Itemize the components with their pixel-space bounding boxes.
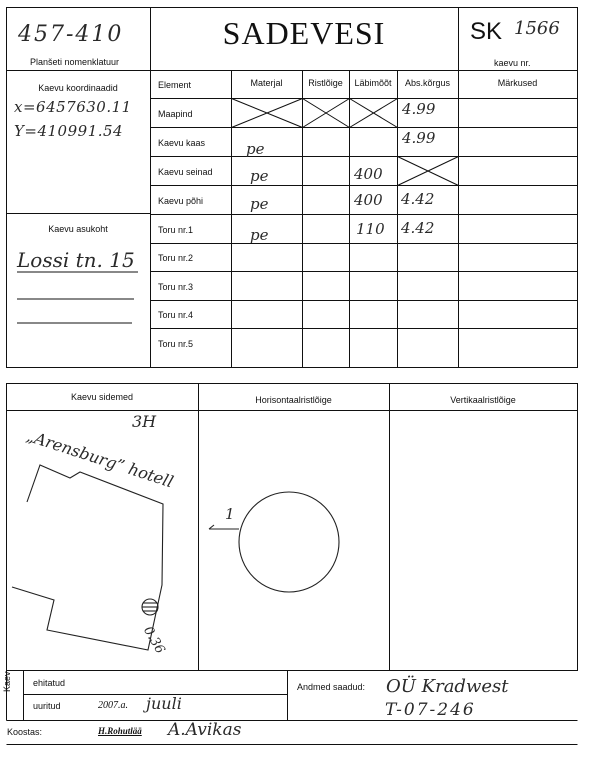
col-header-ristloige: Ristlõige (308, 78, 343, 88)
row-element-toru-5: Toru nr.5 (158, 339, 194, 349)
row-materjal-kaevu-pohi: pe (250, 195, 269, 213)
koostas-signature: A.Avikas (168, 720, 242, 740)
col-header-labimoot: Läbimõõt (354, 78, 392, 88)
kaev-label: Kaev (2, 671, 12, 692)
uuritud-label: uuritud (33, 701, 61, 711)
row-element-toru-1: Toru nr.1 (158, 225, 194, 235)
koostas-label: Koostas: (7, 727, 43, 737)
andmed-label: Andmed saadud: (297, 682, 366, 692)
building-name: „Arensburg” hotell (24, 426, 176, 492)
building-number: 3H (132, 412, 157, 431)
coords-label: Kaevu koordinaadid (38, 83, 118, 93)
row-abs-toru-1: 4.42 (401, 219, 435, 237)
vertikaal-label: Vertikaalristlõige (450, 395, 516, 405)
row-materjal-kaevu-kaas: pe (246, 140, 265, 158)
sidemed-label: Kaevu sidemed (70, 392, 134, 402)
location-value: Lossi tn. 15 (17, 248, 135, 272)
sk-prefix: SK (470, 18, 503, 45)
row-element-kaevu-kaas: Kaevu kaas (158, 138, 206, 148)
row-abs-maapind: 4.99 (402, 100, 436, 118)
row-materjal-kaevu-seinad: pe (250, 167, 269, 185)
row-labimoot-kaevu-seinad: 400 (354, 165, 383, 183)
page-title: SADEVESI (222, 15, 386, 51)
row-element-toru-2: Toru nr.2 (158, 253, 194, 263)
col-header-materjal: Materjal (250, 78, 283, 88)
row-labimoot-toru-1: 110 (356, 220, 385, 238)
row-element-toru-3: Toru nr.3 (158, 282, 194, 292)
distance-label: 0.36 (140, 624, 168, 657)
pipe-number: 1 (225, 505, 235, 523)
uuritud-month: juuli (146, 694, 182, 713)
uuritud-year: 2007.a. (98, 700, 128, 711)
nomenclature-handwritten: 457-410 (18, 22, 124, 47)
andmed-company: OÜ Kradwest (386, 676, 509, 697)
sk-number: 1566 (514, 18, 560, 39)
andmed-code: T-07-246 (385, 700, 476, 720)
row-materjal-toru-1: pe (250, 226, 269, 244)
row-abs-kaevu-kaas: 4.99 (402, 129, 436, 147)
horizontal-section-circle (239, 492, 339, 592)
row-element-kaevu-seinad: Kaevu seinad (158, 167, 213, 177)
row-abs-kaevu-pohi: 4.42 (401, 190, 435, 208)
col-header-abs-korgus: Abs.kõrgus (404, 78, 451, 88)
well-nr-label: kaevu nr. (494, 58, 531, 68)
building-outline (12, 465, 163, 650)
horisontaal-label: Horisontaalristlõige (255, 395, 332, 405)
location-label: Kaevu asukoht (48, 224, 108, 234)
col-header-element: Element (158, 80, 192, 90)
col-header-markused: Märkused (497, 78, 538, 88)
nomenclature-label: Planšeti nomenklatuur (30, 57, 120, 67)
row-element-maapind: Maapind (158, 109, 193, 119)
coord-x: x=6457630.11 (14, 98, 132, 116)
coord-y: Y=410991.54 (14, 122, 124, 140)
row-element-kaevu-pohi: Kaevu põhi (158, 196, 204, 206)
ehitatud-label: ehitatud (33, 678, 66, 688)
row-labimoot-kaevu-pohi: 400 (354, 191, 383, 209)
row-element-toru-4: Toru nr.4 (158, 310, 194, 320)
koostas-name: H.Rohutlää (98, 726, 142, 736)
